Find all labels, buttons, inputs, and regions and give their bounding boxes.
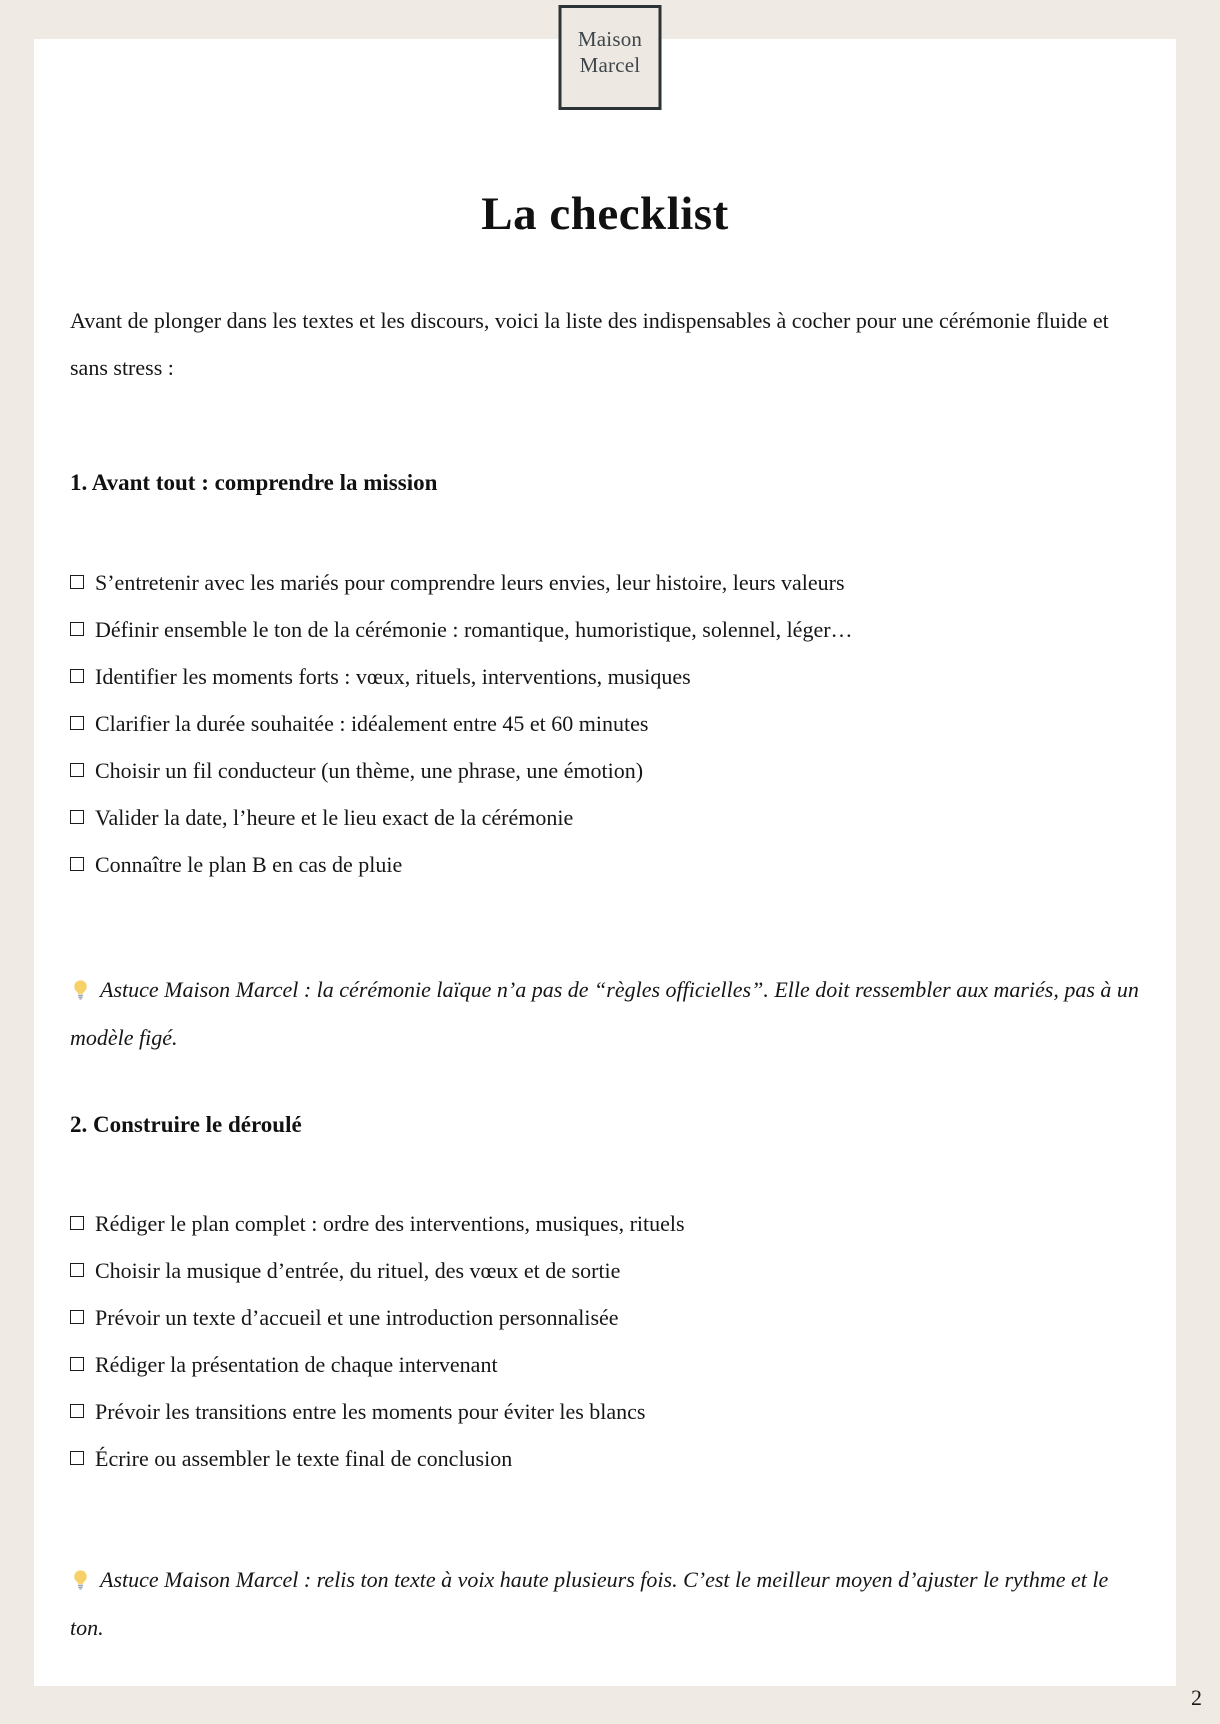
- checklist-item: [70, 606, 1140, 653]
- checklist-item: [70, 1247, 1140, 1294]
- tip-callout-2: [70, 1556, 1140, 1652]
- checklist-item-label: Connaître le plan B en cas de pluie: [95, 852, 403, 877]
- empty-checkbox-icon: [70, 810, 84, 824]
- checklist-item-label: Choisir un fil conducteur (un thème, une phrase, une émotion): [95, 758, 644, 783]
- document-page: [34, 39, 1176, 1686]
- checklist-item-label: Écrire ou assembler le texte final de conclusion: [95, 1446, 513, 1471]
- page-content: [34, 184, 1176, 1652]
- empty-checkbox-icon: [70, 1357, 84, 1371]
- checklist-item-label: Valider la date, l’heure et le lieu exact de la cérémonie: [95, 805, 574, 830]
- section-heading-1: 1. Avant tout : comprendre la mission: [70, 470, 438, 495]
- checklist-item: [70, 747, 1140, 794]
- checklist-item: [70, 794, 1140, 841]
- maison-marcel-logo: [559, 5, 662, 110]
- checklist-item: [70, 1294, 1140, 1341]
- empty-checkbox-icon: [70, 669, 84, 683]
- section-heading-2: 2. Construire le déroulé: [70, 1112, 302, 1137]
- intro-paragraph: Avant de plonger dans les textes et les discours, voici la liste des indispensables à cocher pour une cérémonie fluide et sans stress :: [70, 308, 1109, 380]
- tip-text: Astuce Maison Marcel : relis ton texte à voix haute plusieurs fois. C’est le meilleur moyen d’ajuster le rythme et le ton.: [70, 1567, 1109, 1640]
- checklist-item-label: Prévoir un texte d’accueil et une introduction personnalisée: [95, 1305, 619, 1330]
- checklist-item: [70, 1341, 1140, 1388]
- checklist-item-label: Définir ensemble le ton de la cérémonie : romantique, humoristique, solennel, léger…: [95, 617, 853, 642]
- empty-checkbox-icon: [70, 1404, 84, 1418]
- checklist-item-label: Identifier les moments forts : vœux, rituels, interventions, musiques: [95, 664, 691, 689]
- lightbulb-icon: [70, 979, 91, 1000]
- empty-checkbox-icon: [70, 622, 84, 636]
- empty-checkbox-icon: [70, 1216, 84, 1230]
- checklist-item: [70, 559, 1140, 606]
- tip-text: Astuce Maison Marcel : la cérémonie laïque n’a pas de “règles officielles”. Elle doit ressembler aux mariés, pas à un modèle figé.: [70, 977, 1139, 1050]
- checklist-section-2: [70, 1200, 1140, 1482]
- empty-checkbox-icon: [70, 716, 84, 730]
- checklist-item: [70, 1388, 1140, 1435]
- checklist-item-label: Choisir la musique d’entrée, du rituel, des vœux et de sortie: [95, 1258, 621, 1283]
- empty-checkbox-icon: [70, 575, 84, 589]
- checklist-item: [70, 700, 1140, 747]
- logo-text-line2: Marcel: [579, 52, 641, 77]
- checklist-item: [70, 653, 1140, 700]
- tip-callout-1: [70, 966, 1140, 1062]
- logo-text-line1: Maison: [577, 26, 643, 51]
- empty-checkbox-icon: [70, 763, 84, 777]
- empty-checkbox-icon: [70, 1451, 84, 1465]
- checklist-item-label: Prévoir les transitions entre les moments pour éviter les blancs: [95, 1399, 646, 1424]
- lightbulb-icon: [70, 1569, 91, 1590]
- empty-checkbox-icon: [70, 1310, 84, 1324]
- checklist-item-label: Rédiger le plan complet : ordre des interventions, musiques, rituels: [95, 1211, 685, 1236]
- checklist-item-label: Rédiger la présentation de chaque intervenant: [95, 1352, 498, 1377]
- checklist-item: [70, 1435, 1140, 1482]
- page-number: 2: [1191, 1685, 1202, 1710]
- checklist-section-1: [70, 559, 1140, 888]
- checklist-item: [70, 1200, 1140, 1247]
- empty-checkbox-icon: [70, 857, 84, 871]
- checklist-item-label: S’entretenir avec les mariés pour comprendre leurs envies, leur histoire, leurs valeurs: [95, 570, 845, 595]
- empty-checkbox-icon: [70, 1263, 84, 1277]
- checklist-item: [70, 841, 1140, 888]
- page-title: La checklist: [481, 188, 729, 240]
- checklist-item-label: Clarifier la durée souhaitée : idéalement entre 45 et 60 minutes: [95, 711, 649, 736]
